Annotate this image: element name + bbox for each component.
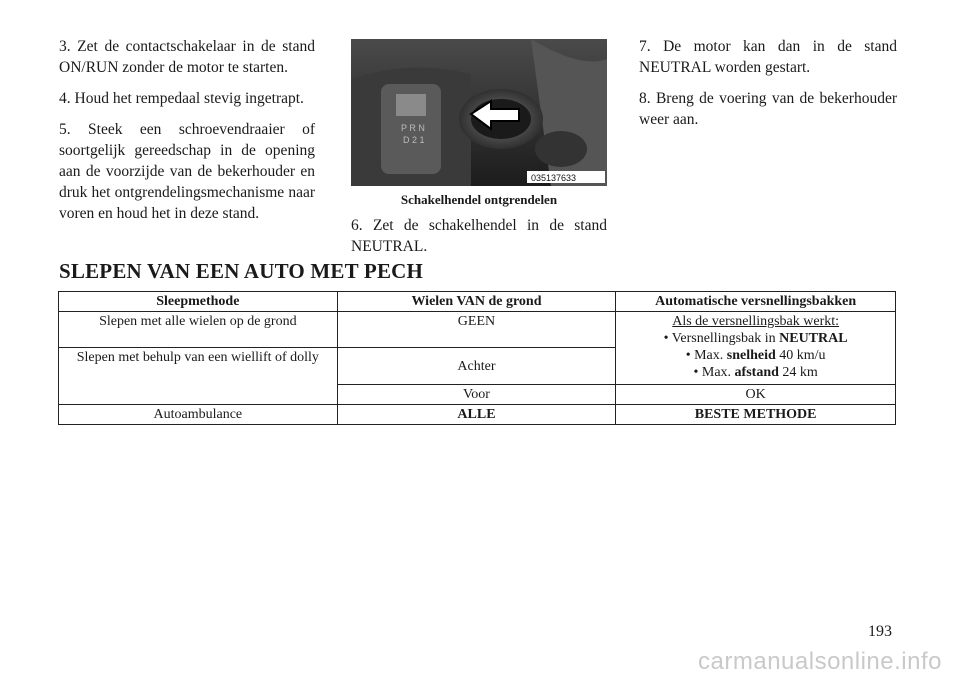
- condition-line: • Versnellingsbak in NEUTRAL: [663, 331, 848, 346]
- condition-line: • Max. afstand 24 km: [693, 365, 818, 380]
- table-cell: GEEN: [337, 312, 616, 348]
- table-header: Automatische versnellingsbakken: [616, 292, 896, 312]
- condition-line: • Max. snelheid 40 km/u: [685, 348, 826, 363]
- table-row: [59, 312, 896, 348]
- step-7-text: 7. De motor kan dan in de stand NEUTRAL worden gestart.: [639, 38, 897, 76]
- watermark: carmanualsonline.info: [698, 648, 942, 675]
- svg-text:P R N: P R N: [401, 123, 425, 133]
- automatic-conditions-cell: [616, 312, 896, 385]
- step-8-text: 8. Breng de voering van de bekerhouder weer aan.: [639, 90, 897, 128]
- table-header: Wielen VAN de grond: [337, 292, 616, 312]
- column-middle: [351, 215, 607, 257]
- table-cell: OK: [616, 385, 896, 405]
- towing-table: [58, 291, 896, 425]
- table-cell: Slepen met alle wielen op de grond: [59, 312, 338, 348]
- column-right: [639, 36, 897, 140]
- page-number: 193: [868, 623, 892, 640]
- step-6-text: 6. Zet de schakelhendel in de stand NEUTRAL.: [351, 217, 607, 255]
- table-header: Sleepmethode: [59, 292, 338, 312]
- shifter-release-photo: [351, 39, 607, 186]
- step-3-text: 3. Zet de contactschakelaar in de stand ON/RUN zonder de motor te starten.: [59, 38, 315, 76]
- section-title: SLEPEN VAN EEN AUTO MET PECH: [59, 259, 424, 283]
- step-4-text: 4. Houd het rempedaal stevig ingetrapt.: [59, 90, 304, 107]
- shifter-illustration: [351, 39, 607, 186]
- table-cell: Voor: [337, 385, 616, 405]
- table-cell: ALLE: [337, 405, 616, 425]
- column-left: [59, 36, 315, 234]
- table-row: [59, 405, 896, 425]
- conditions-heading: Als de versnellingsbak werkt:: [672, 314, 840, 329]
- table-header-row: [59, 292, 896, 312]
- table-cell: Achter: [337, 348, 616, 385]
- figure-caption: Schakelhendel ontgrendelen: [400, 192, 558, 207]
- figure-code: 035137633: [531, 173, 577, 183]
- step-5-text: 5. Steek een schroevendraaier of soortgelijk gereedschap in de opening aan de voorzijde van de bekerhouder en druk het ontgrendelingsmechanisme naar voren en houd het in deze stand.: [59, 121, 315, 222]
- table-cell: Slepen met behulp van een wiellift of dolly: [59, 348, 338, 405]
- svg-text:D 2 1: D 2 1: [403, 135, 425, 145]
- table-cell: Autoambulance: [59, 405, 338, 425]
- table-cell: BESTE METHODE: [616, 405, 896, 425]
